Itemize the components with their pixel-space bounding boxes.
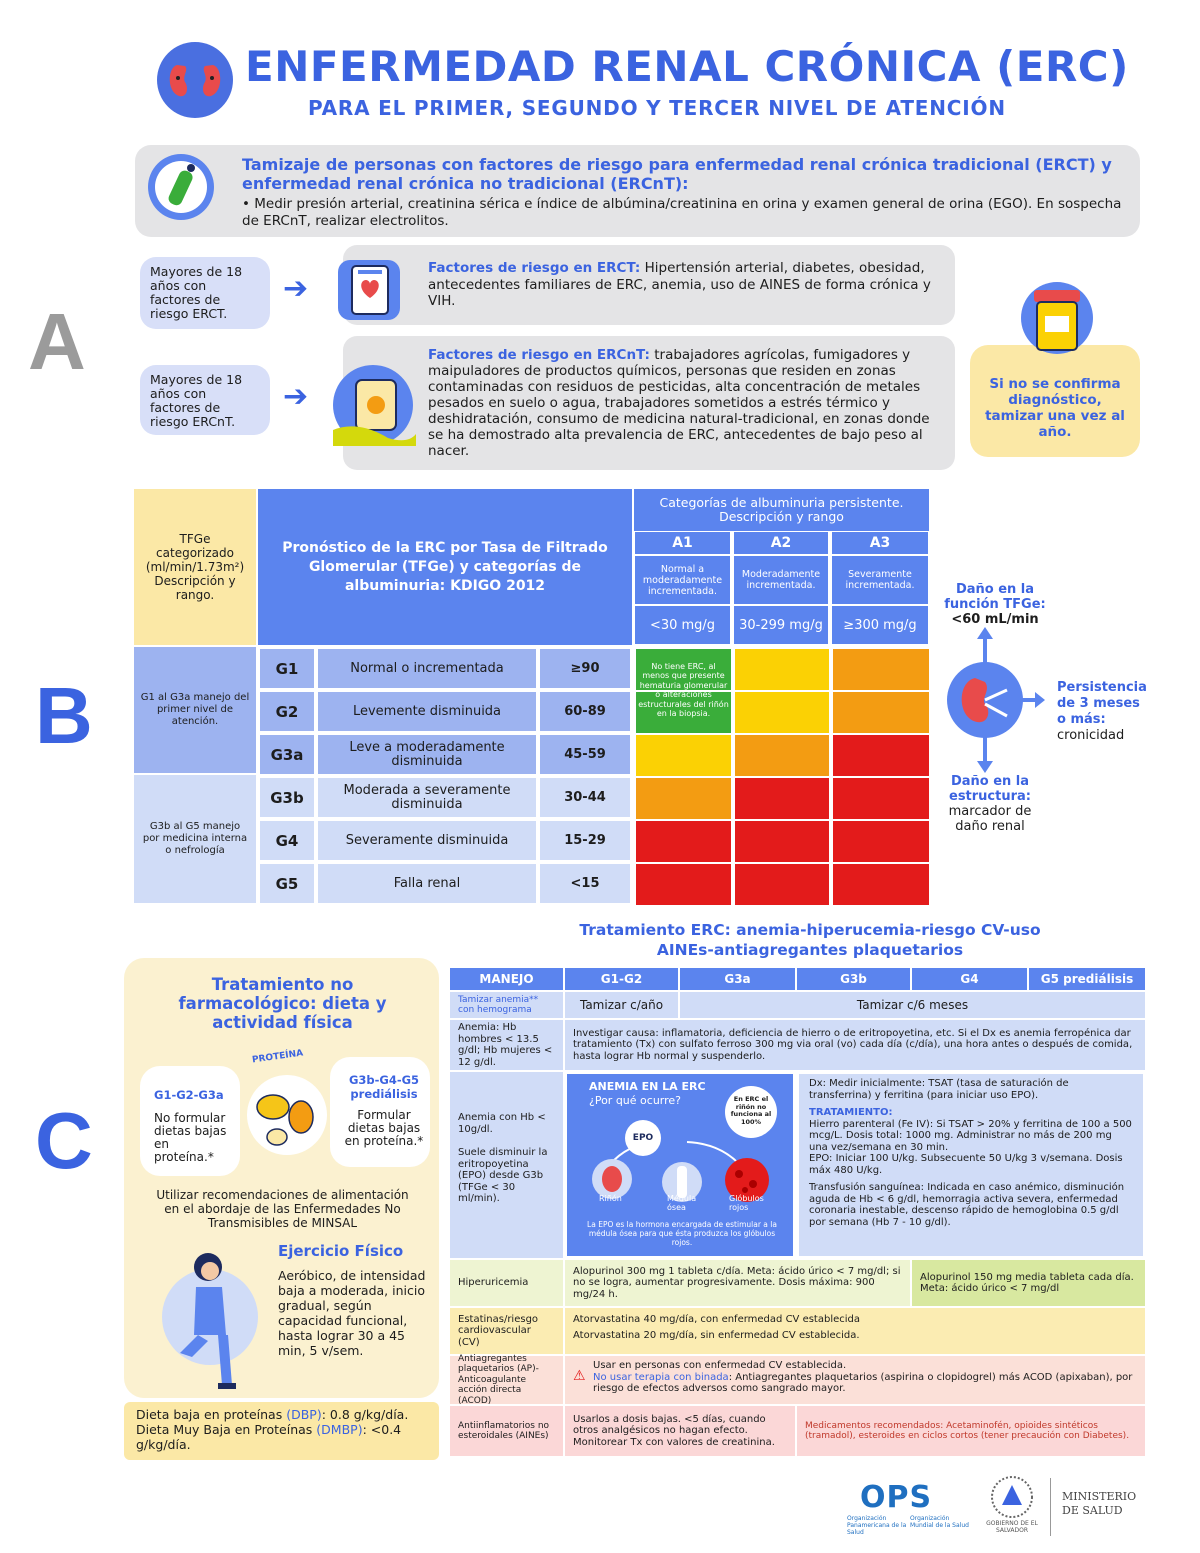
- risk-cell: [833, 821, 929, 862]
- risk-cell: [636, 735, 731, 776]
- gfr-range: 45-59: [538, 733, 632, 776]
- albuminuria-desc: Moderadamente incrementada.: [733, 555, 829, 605]
- albuminuria-desc: Severamente incrementada.: [831, 555, 929, 605]
- risk-cell: [735, 864, 829, 905]
- ap-text: ⚠ Usar en personas con enfermedad CV establecida. No usar terapia con binada: Antiagregantes plaquetarios (aspirina o clopidogrel) más ACOD (apixaban), por riesgo de efectos adversos como sangrado mayor.: [565, 1356, 1145, 1404]
- urine-sample-icon: [1018, 270, 1096, 360]
- albuminuria-range: ≥300 mg/g: [831, 605, 929, 645]
- kidney-logo-icon: [155, 40, 235, 120]
- gfr-range: 60-89: [538, 690, 632, 733]
- protein-diet-text: Dieta baja en proteínas (DBP): 0.8 g/kg/día. Dieta Muy Baja en Proteínas (DMBP): <0.4 g/kg/día.: [136, 1407, 409, 1452]
- treatment-title: Tratamiento ERC: anemia-hiperucemia-riesgo CV-uso AINEs-antiagregantes plaquetarios: [579, 921, 1041, 959]
- government-seal-icon: [990, 1475, 1034, 1519]
- gfr-range: 30-44: [538, 776, 632, 819]
- gfr-code: G4: [258, 819, 316, 862]
- albuminuria-code: A1: [634, 531, 731, 555]
- exercise-person-icon: [150, 1245, 270, 1395]
- damage-structure: Daño en la estructura: marcador de daño renal: [948, 774, 1032, 834]
- tamizar-6months: Tamizar c/6 meses: [680, 992, 1145, 1018]
- damage-persistence: Persistencia de 3 meses o más: cronicidad: [1057, 680, 1147, 743]
- treatment-header-cell: G3b: [797, 968, 910, 990]
- ops-subtitle: Organización Panamericana de la Salud: [847, 1515, 907, 1536]
- risk-cell: [636, 778, 731, 819]
- treatment-header-cell: MANEJO: [450, 968, 563, 990]
- risk-cell: [833, 864, 929, 905]
- footer-divider: [1050, 1478, 1051, 1536]
- minsal-note: Utilizar recomendaciones de alimentación en el abordaje de las Enfermedades No Transmisibles de MINSAL: [156, 1188, 409, 1230]
- damage-function: Daño en la función TFGe: <60 mL/min: [944, 582, 1046, 627]
- gfr-code: G5: [258, 862, 316, 905]
- statin-label: Estatinas/riesgo cardiovascular (CV): [450, 1308, 563, 1354]
- albuminuria-desc: Normal a moderadamente incrementada.: [634, 555, 731, 605]
- treatment-header-cell: G4: [912, 968, 1027, 990]
- gfr-desc: Severamente disminuida: [316, 819, 538, 862]
- epo-treatment: Dx: Medir inicialmente: TSAT (tasa de saturación de transferrina) y ferritina (para iniciar uso EPO). TRATAMIENTO: Hierro parenteral (Fe IV): Si TSAT > 20% y ferritina de 100 a 500 mcg/L. Dosis total: 1000 mg. Administrar no más de 200 mg una vez/semana en 30 min. EPO: Iniciar 100 U/kg. Subsecuente 50 U/kg 3 v/semana. Dosis máx 480 U/kg. Transfusión sanguínea: Indicada en caso anémico, disminución aguda de Hb < 6 g/dl, hemorragia activa severa, enfermedad coronaria inestable, descenso rápido de hemoglobina 0.5 g/dl por semana (Hb 7 - 10 g/dl).: [797, 1072, 1145, 1258]
- tamizar-label: Tamizar anemia** con hemograma: [450, 992, 563, 1018]
- oms-subtitle: Organización Mundial de la Salud: [910, 1515, 969, 1529]
- risk-cell: [636, 821, 731, 862]
- risk-cell: [833, 778, 929, 819]
- section-letter-a: A: [28, 297, 86, 386]
- protein-food-icon: [245, 1055, 330, 1165]
- group-first-level: G1 al G3a manejo del primer nivel de atención.: [134, 647, 256, 773]
- section-letter-b: B: [35, 671, 93, 760]
- blood-pressure-icon: [330, 252, 410, 326]
- aines-label: Antiinflamatorios no esteroidales (AINEs): [450, 1406, 563, 1456]
- page-subtitle: PARA EL PRIMER, SEGUNDO Y TERCER NIVEL DE ATENCIÓN: [308, 96, 1006, 120]
- exercise-title: Ejercicio Físico: [278, 1242, 404, 1260]
- gfr-desc: Levemente disminuida: [316, 690, 538, 733]
- green-note: No tiene ERC, al menos que presente hematuria glomerular o alteraciones estructurales del riñón en la biopsia.: [638, 661, 729, 718]
- aines-text-early: Usarlos a dosis bajas. <5 días, cuando otros analgésicos no hagan efecto. Monitorear Tx con valores de creatinina.: [565, 1406, 795, 1456]
- section-letter-c: C: [35, 1096, 93, 1185]
- ercnt-risk-factors: Factores de riesgo en ERCnT: trabajadores agrícolas, fumigadores y maipuladores de productos químicos, personas que residen en zonas contaminadas con residuos de pesticidas, alta concentración de metales pesados en suelo o agua, trabajadores sometidos a estrés térmico y deshidratación, consumo de medicina natural-tradicional, en zonas donde se ha demostrado alta prevalencia de ERC, antecedentes de bajo peso al nacer.: [428, 347, 930, 459]
- rescreen-text: Si no se confirma diagnóstico, tamizar una vez al año.: [985, 376, 1125, 440]
- tfge-header: TFGe categorizado (ml/min/1.73m²) Descripción y rango.: [134, 489, 256, 645]
- diet-bubble-early: G1-G2-G3a No formular dietas bajas en proteína.*: [140, 1066, 240, 1176]
- albuminuria-range: 30-299 mg/g: [733, 605, 829, 645]
- gfr-range: 15-29: [538, 819, 632, 862]
- albuminuria-range: <30 mg/g: [634, 605, 731, 645]
- albuminuria-code: A3: [831, 531, 929, 555]
- erct-risk-factors: Factores de riesgo en ERCT: Hipertensión arterial, diabetes, obesidad, antecedentes familiares de ERC, anemia, uso de AINES de forma crónica y VIH.: [428, 260, 931, 309]
- risk-cell: [735, 692, 829, 733]
- treatment-header-cell: G5 prediálisis: [1029, 968, 1145, 990]
- gfr-range: <15: [538, 862, 632, 905]
- pill-ercnt: Mayores de 18 años con factores de riesgo ERCnT.: [140, 365, 270, 435]
- kidney-icon: [945, 660, 1025, 740]
- gfr-code: G1: [258, 647, 316, 690]
- risk-cell: [735, 778, 829, 819]
- epo-diagram-icon: [577, 1114, 787, 1204]
- risk-cell: [833, 649, 929, 690]
- risk-cell: [735, 821, 829, 862]
- protein-label: PROTEÍNA: [251, 1048, 304, 1066]
- tamizar-yearly: Tamizar c/año: [565, 992, 678, 1018]
- pesticide-barrel-icon: [328, 360, 418, 450]
- epo-graphic: ANEMIA EN LA ERC ¿Por qué ocurre? En ERC el riñón no funciona al 100% EPO Riñón Médula ósea Glóbulos rojos La EPO es la hormona encargada de estimular a la médula ósea para que ésta produzca los glóbulos rojos.: [565, 1072, 795, 1258]
- aines-text-late: Medicamentos recomendados: Acetaminofén, opioides sintéticos (tramadol), esteroides en ciclos cortos (tener precaución con Diabetes).: [797, 1406, 1145, 1456]
- non-pharm-title: Tratamiento no farmacológico: dieta y actividad física: [178, 975, 387, 1032]
- hiper-label: Hiperuricemia: [450, 1260, 563, 1306]
- gfr-code: G2: [258, 690, 316, 733]
- ap-label: Antiagregantes plaquetarios (AP)- Anticoagulante acción directa (ACOD): [450, 1356, 563, 1404]
- page-title: ENFERMEDAD RENAL CRÓNICA (ERC): [245, 42, 1129, 91]
- risk-cell: [833, 692, 929, 733]
- epo-label: Anemia con Hb < 10g/dl. Suele disminuir la eritropoyetina (EPO) desde G3b (TFGe < 30 ml/min).: [450, 1072, 563, 1258]
- prognosis-header: Pronóstico de la ERC por Tasa de Filtrado Glomerular (TFGe) y categorías de albuminuria: KDIGO 2012: [258, 489, 632, 645]
- government-label: GOBIERNO DE EL SALVADOR: [986, 1520, 1038, 1534]
- anemia-label: Anemia: Hb hombres < 13.5 g/dl; Hb mujeres < 12 g/dl.: [450, 1020, 563, 1070]
- treatment-table: [450, 968, 1145, 1458]
- exercise-text: Aeróbico, de intensidad baja a moderada, inicio gradual, según capacidad funcional, hasta lograr 30 a 45 min, 5 v/sem.: [278, 1268, 426, 1358]
- pill-erct: Mayores de 18 años con factores de riesgo ERCT.: [140, 257, 270, 329]
- gfr-code: G3a: [258, 733, 316, 776]
- risk-cell: [636, 864, 731, 905]
- group-nephrology: G3b al G5 manejo por medicina interna o nefrología: [134, 775, 256, 903]
- arrow-right-icon: ➔: [283, 271, 309, 306]
- anemia-text: Investigar causa: inflamatoria, deficiencia de hierro o de eritropoyetina, etc. Si el Dx es anemia ferropénica dar tratamiento (Tx) con sulfato ferroso 300 mg via oral (vo) cada día (c/día), una hora antes o después de comida, hasta lograr Hb normal y suspenderlo.: [565, 1020, 1145, 1070]
- kdigo-table: [134, 489, 929, 903]
- gfr-code: G3b: [258, 776, 316, 819]
- risk-cell: [833, 735, 929, 776]
- arrow-right-icon: ➔: [283, 379, 309, 414]
- gfr-range: ≥90: [538, 647, 632, 690]
- gfr-desc: Falla renal: [316, 862, 538, 905]
- hiper-text-late: Alopurinol 150 mg media tableta cada día. Meta: ácido úrico < 7 mg/dl: [912, 1260, 1145, 1306]
- albuminuria-header: Categorías de albuminuria persistente. Descripción y rango: [634, 489, 929, 531]
- ops-logo: OPS: [860, 1480, 933, 1515]
- statin-text: Atorvastatina 40 mg/día, con enfermedad CV establecida Atorvastatina 20 mg/día, sin enfermedad CV establecida.: [565, 1308, 1145, 1354]
- risk-cell: [735, 649, 829, 690]
- warning-icon: ⚠: [573, 1368, 586, 1384]
- test-tube-icon: [146, 152, 216, 222]
- diet-bubble-late: G3b-G4-G5 prediálisis Formular dietas bajas en proteína.*: [330, 1057, 430, 1167]
- albuminuria-code: A2: [733, 531, 829, 555]
- gfr-desc: Moderada a severamente disminuida: [316, 776, 538, 819]
- screening-text: • Medir presión arterial, creatinina sérica e índice de albúmina/creatinina en orina y examen general de orina (EGO). En sospecha de ERCnT, realizar electrolitos.: [242, 196, 1122, 229]
- ministerio-logo: MINISTERIO DE SALUD: [1062, 1490, 1137, 1517]
- treatment-header-cell: G3a: [680, 968, 795, 990]
- gfr-desc: Leve a moderadamente disminuida: [316, 733, 538, 776]
- gfr-desc: Normal o incrementada: [316, 647, 538, 690]
- treatment-header-cell: G1-G2: [565, 968, 678, 990]
- screening-title: Tamizaje de personas con factores de riesgo para enfermedad renal crónica tradicional (ERCT) y enfermedad renal crónica no tradicional (ERCnT):: [242, 155, 1112, 193]
- risk-cell: [735, 735, 829, 776]
- hiper-text-early: Alopurinol 300 mg 1 tableta c/día. Meta: ácido úrico < 7 mg/dl; si no se logra, aumentar progresivamente. Dosis máxima: 900 mg/24 h.: [565, 1260, 910, 1306]
